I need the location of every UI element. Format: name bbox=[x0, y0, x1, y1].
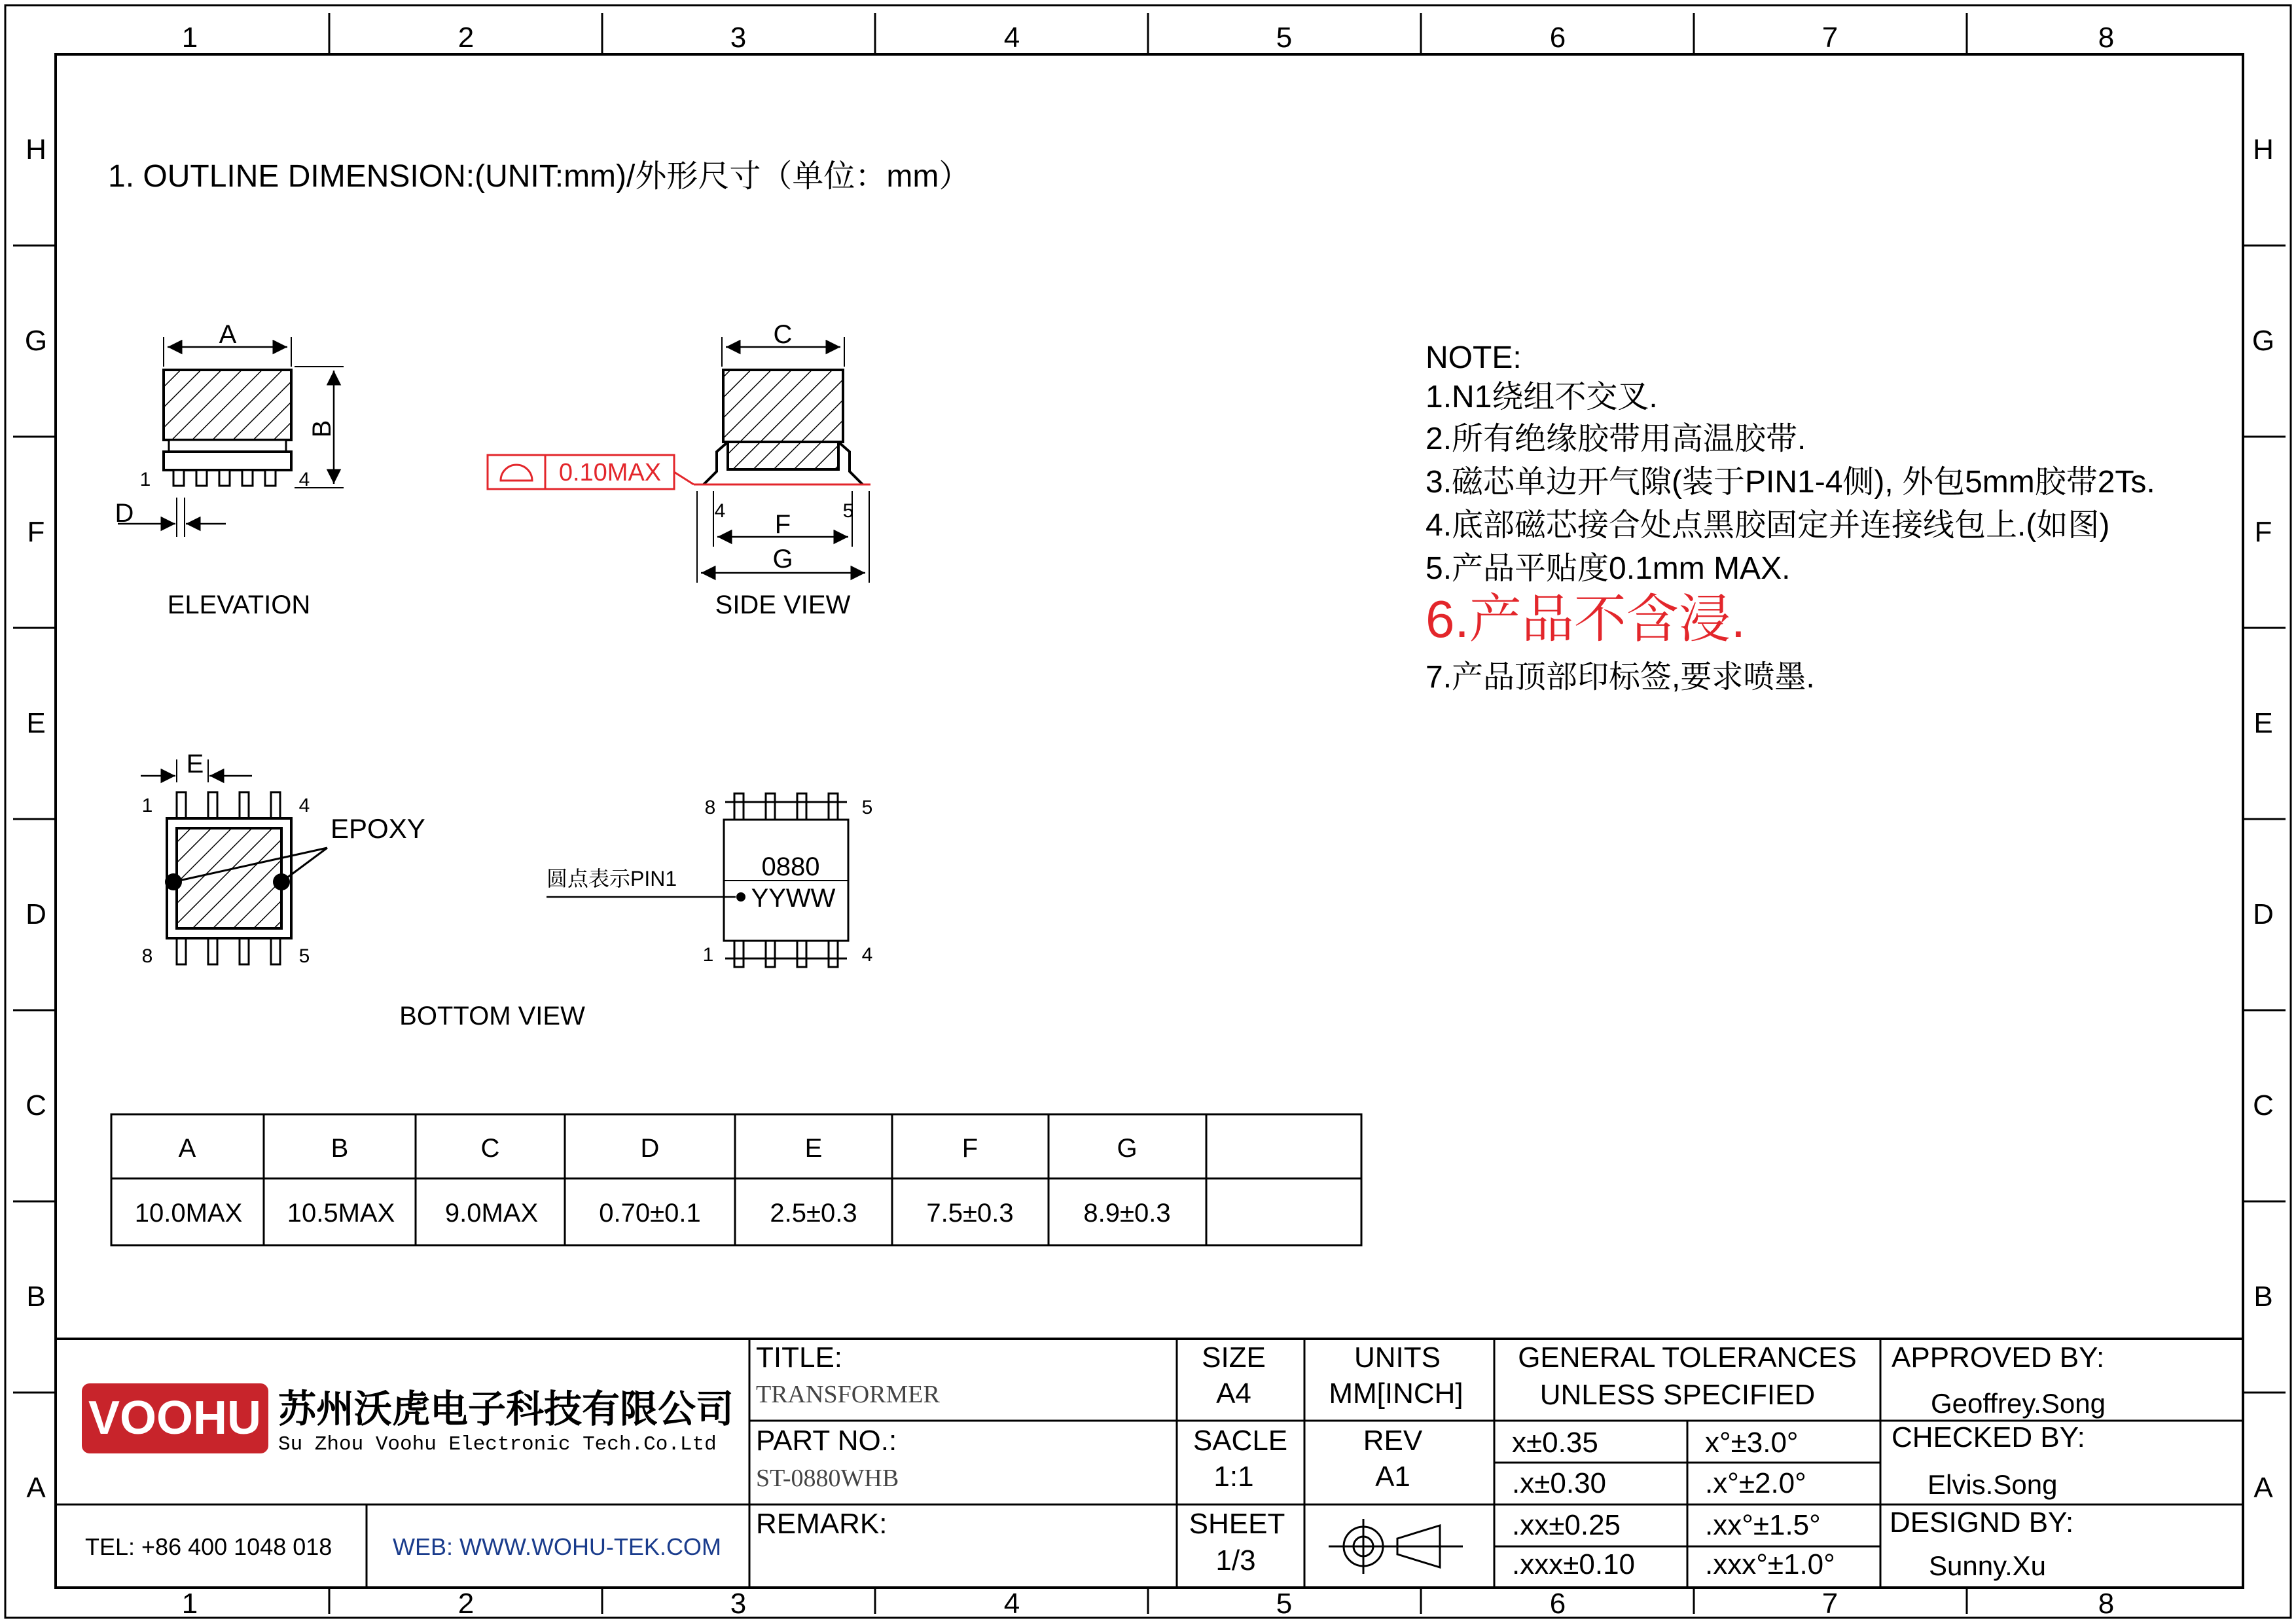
pin1-note: 圆点表示PIN1 bbox=[547, 867, 677, 890]
side-pin-5: 5 bbox=[842, 500, 854, 522]
side-pin-4: 4 bbox=[714, 500, 726, 522]
col-label: 2 bbox=[457, 22, 475, 54]
company-web[interactable]: WEB: WWW.WOHU-TEK.COM bbox=[393, 1533, 721, 1560]
col-label: 2 bbox=[457, 1588, 475, 1620]
side-view-caption: SIDE VIEW bbox=[715, 591, 851, 619]
table-header: B bbox=[331, 1134, 349, 1163]
row-label: G bbox=[24, 325, 48, 357]
note-item-highlight: 6.产品不含浸. bbox=[1426, 590, 1746, 648]
dimension-table bbox=[111, 1114, 1361, 1245]
company-name-cn: 苏州沃虎电子科技有限公司 bbox=[278, 1388, 734, 1431]
dim-a-label: A bbox=[219, 320, 237, 349]
elevation-core-bottom bbox=[164, 452, 291, 470]
row-label: D bbox=[2253, 898, 2274, 930]
pin1-dot bbox=[736, 892, 745, 902]
designed-label: DESIGND BY: bbox=[1890, 1506, 2074, 1539]
projection-symbol-icon bbox=[1329, 1519, 1463, 1574]
top-pin-5: 5 bbox=[861, 797, 873, 818]
row-label: C bbox=[2253, 1089, 2274, 1122]
part-label: PART NO.: bbox=[756, 1425, 897, 1457]
bottom-view bbox=[141, 750, 585, 1030]
company-logo bbox=[82, 1383, 268, 1453]
side-core-top bbox=[723, 370, 843, 442]
bottom-pin-4: 4 bbox=[298, 795, 310, 816]
dim-e-label: E bbox=[186, 750, 204, 778]
row-label: E bbox=[2253, 707, 2273, 739]
note-item: 7.产品顶部印标签,要求喷墨. bbox=[1426, 660, 1815, 695]
top-view bbox=[547, 793, 872, 967]
elevation-view bbox=[115, 320, 344, 619]
elevation-pin-1: 1 bbox=[139, 469, 151, 490]
elevation-pins bbox=[173, 470, 276, 486]
tolerance-angular: .xxx°±1.0° bbox=[1705, 1548, 1835, 1580]
row-label: A bbox=[2253, 1472, 2273, 1504]
table-cell: 10.0MAX bbox=[134, 1199, 243, 1228]
col-label: 4 bbox=[1003, 1588, 1020, 1620]
note-item: 1.N1绕组不交叉. bbox=[1426, 380, 1658, 414]
col-label: 3 bbox=[730, 1588, 747, 1620]
col-label: 3 bbox=[730, 22, 747, 54]
marking-datecode: YYWW bbox=[751, 884, 836, 913]
notes-title: NOTE: bbox=[1426, 340, 1522, 375]
flatness-callout bbox=[488, 455, 694, 489]
table-header: C bbox=[480, 1134, 500, 1163]
row-label: G bbox=[2251, 325, 2275, 357]
sheet-value: 1/3 bbox=[1215, 1544, 1256, 1577]
size-label: SIZE bbox=[1202, 1341, 1266, 1374]
col-label: 6 bbox=[1549, 22, 1566, 54]
row-label: H bbox=[26, 134, 46, 166]
top-pin-1: 1 bbox=[702, 944, 714, 966]
notes bbox=[1426, 340, 2155, 695]
tolerance-subtitle: UNLESS SPECIFIED bbox=[1539, 1379, 1816, 1411]
table-header: F bbox=[961, 1134, 978, 1163]
sheet-frame bbox=[5, 5, 2291, 1620]
row-label: C bbox=[26, 1089, 46, 1122]
row-label: H bbox=[2253, 134, 2274, 166]
top-pin-8: 8 bbox=[704, 797, 716, 818]
section-heading: 1. OUTLINE DIMENSION:(UNIT:mm)/外形尺寸（单位：mm） bbox=[108, 159, 971, 194]
note-item: 3.磁芯单边开气隙(装于PIN1-4侧), 外包5mm胶带2Ts. bbox=[1426, 465, 2155, 500]
dim-d-label: D bbox=[115, 499, 134, 528]
dim-b-label: B bbox=[308, 420, 336, 438]
row-label: F bbox=[2254, 516, 2272, 548]
top-pin-4: 4 bbox=[861, 944, 873, 966]
title-label: TITLE: bbox=[756, 1341, 843, 1374]
col-label: 8 bbox=[2098, 1588, 2115, 1620]
table-cell: 9.0MAX bbox=[444, 1199, 539, 1228]
row-label: F bbox=[27, 516, 45, 548]
note-item: 4.底部磁芯接合处点黑胶固定并连接线包上.(如图) bbox=[1426, 508, 2110, 543]
dim-c-label: C bbox=[773, 320, 793, 349]
col-label: 7 bbox=[1821, 1588, 1839, 1620]
col-label: 7 bbox=[1821, 22, 1839, 54]
tolerance-linear: .xx±0.25 bbox=[1512, 1509, 1621, 1541]
checked-label: CHECKED BY: bbox=[1892, 1421, 2085, 1453]
bottom-pin-1: 1 bbox=[141, 795, 153, 816]
table-header: D bbox=[640, 1134, 660, 1163]
top-pins-top bbox=[734, 793, 838, 820]
table-header: G bbox=[1117, 1134, 1138, 1163]
table-cell: 8.9±0.3 bbox=[1083, 1199, 1171, 1228]
col-label: 8 bbox=[2098, 22, 2115, 54]
tolerance-linear: .xxx±0.10 bbox=[1512, 1548, 1636, 1580]
title-value: TRANSFORMER bbox=[756, 1381, 940, 1408]
designed-value: Sunny.Xu bbox=[1929, 1550, 2047, 1581]
tolerance-angular: .x°±2.0° bbox=[1705, 1467, 1806, 1499]
company-tel: TEL: +86 400 1048 018 bbox=[85, 1533, 332, 1560]
size-value: A4 bbox=[1216, 1377, 1251, 1410]
flatness-icon bbox=[501, 465, 532, 481]
table-header: A bbox=[178, 1134, 196, 1163]
rev-value: A1 bbox=[1375, 1461, 1410, 1493]
title-block bbox=[56, 1339, 2243, 1588]
note-item: 2.所有绝缘胶带用高温胶带. bbox=[1426, 422, 1806, 456]
col-label: 1 bbox=[181, 22, 198, 54]
elevation-bobbin bbox=[169, 440, 286, 452]
col-label: 4 bbox=[1003, 22, 1020, 54]
tolerance-linear: x±0.35 bbox=[1512, 1427, 1598, 1459]
bottom-pin-5: 5 bbox=[298, 945, 310, 967]
units-label: UNITS bbox=[1354, 1341, 1441, 1374]
sheet-label: SHEET bbox=[1189, 1508, 1285, 1540]
bottom-pin-8: 8 bbox=[141, 945, 153, 967]
note-item: 5.产品平贴度0.1mm MAX. bbox=[1426, 551, 1791, 586]
row-label: A bbox=[26, 1472, 46, 1504]
row-label: B bbox=[26, 1281, 46, 1313]
tolerance-angular: .xx°±1.5° bbox=[1705, 1509, 1821, 1541]
elevation-caption: ELEVATION bbox=[167, 591, 311, 619]
table-cell: 2.5±0.3 bbox=[770, 1199, 857, 1228]
bottom-view-caption: BOTTOM VIEW bbox=[399, 1002, 585, 1030]
table-cell: 7.5±0.3 bbox=[926, 1199, 1014, 1228]
units-value: MM[INCH] bbox=[1329, 1377, 1463, 1410]
elevation-core-top bbox=[164, 370, 291, 440]
col-label: 1 bbox=[181, 1588, 198, 1620]
row-label: E bbox=[26, 707, 46, 739]
epoxy-label: EPOXY bbox=[331, 813, 425, 844]
scale-value: 1:1 bbox=[1213, 1461, 1254, 1493]
marking-part: 0880 bbox=[761, 852, 820, 881]
logo-text: VOOHU bbox=[88, 1392, 262, 1444]
remark-label: REMARK: bbox=[756, 1508, 888, 1540]
col-label: 5 bbox=[1276, 1588, 1293, 1620]
table-cell: 10.5MAX bbox=[287, 1199, 395, 1228]
elevation-pin-4: 4 bbox=[298, 469, 310, 490]
row-label: D bbox=[26, 898, 46, 930]
flatness-value: 0.10MAX bbox=[558, 459, 662, 486]
tolerance-title: GENERAL TOLERANCES bbox=[1518, 1341, 1857, 1374]
approved-value: Geoffrey.Song bbox=[1931, 1388, 2106, 1419]
tolerance-angular: x°±3.0° bbox=[1705, 1427, 1799, 1459]
tolerance-linear: .x±0.30 bbox=[1512, 1467, 1607, 1499]
col-label: 6 bbox=[1549, 1588, 1566, 1620]
company-name-en: Su Zhou Voohu Electronic Tech.Co.Ltd bbox=[278, 1433, 717, 1456]
dim-g-label: G bbox=[772, 545, 793, 574]
side-core-bottom bbox=[728, 442, 838, 469]
part-value: ST-0880WHB bbox=[756, 1465, 899, 1492]
approved-label: APPROVED BY: bbox=[1892, 1341, 2105, 1374]
top-pins-bottom bbox=[734, 941, 838, 967]
dim-f-label: F bbox=[774, 510, 791, 539]
rev-label: REV bbox=[1363, 1425, 1423, 1457]
row-label: B bbox=[2253, 1281, 2273, 1313]
checked-value: Elvis.Song bbox=[1928, 1469, 2058, 1500]
table-header: E bbox=[804, 1134, 823, 1163]
col-label: 5 bbox=[1276, 22, 1293, 54]
table-cell: 0.70±0.1 bbox=[599, 1199, 701, 1228]
scale-label: SACLE bbox=[1193, 1425, 1288, 1457]
side-view bbox=[488, 320, 870, 619]
